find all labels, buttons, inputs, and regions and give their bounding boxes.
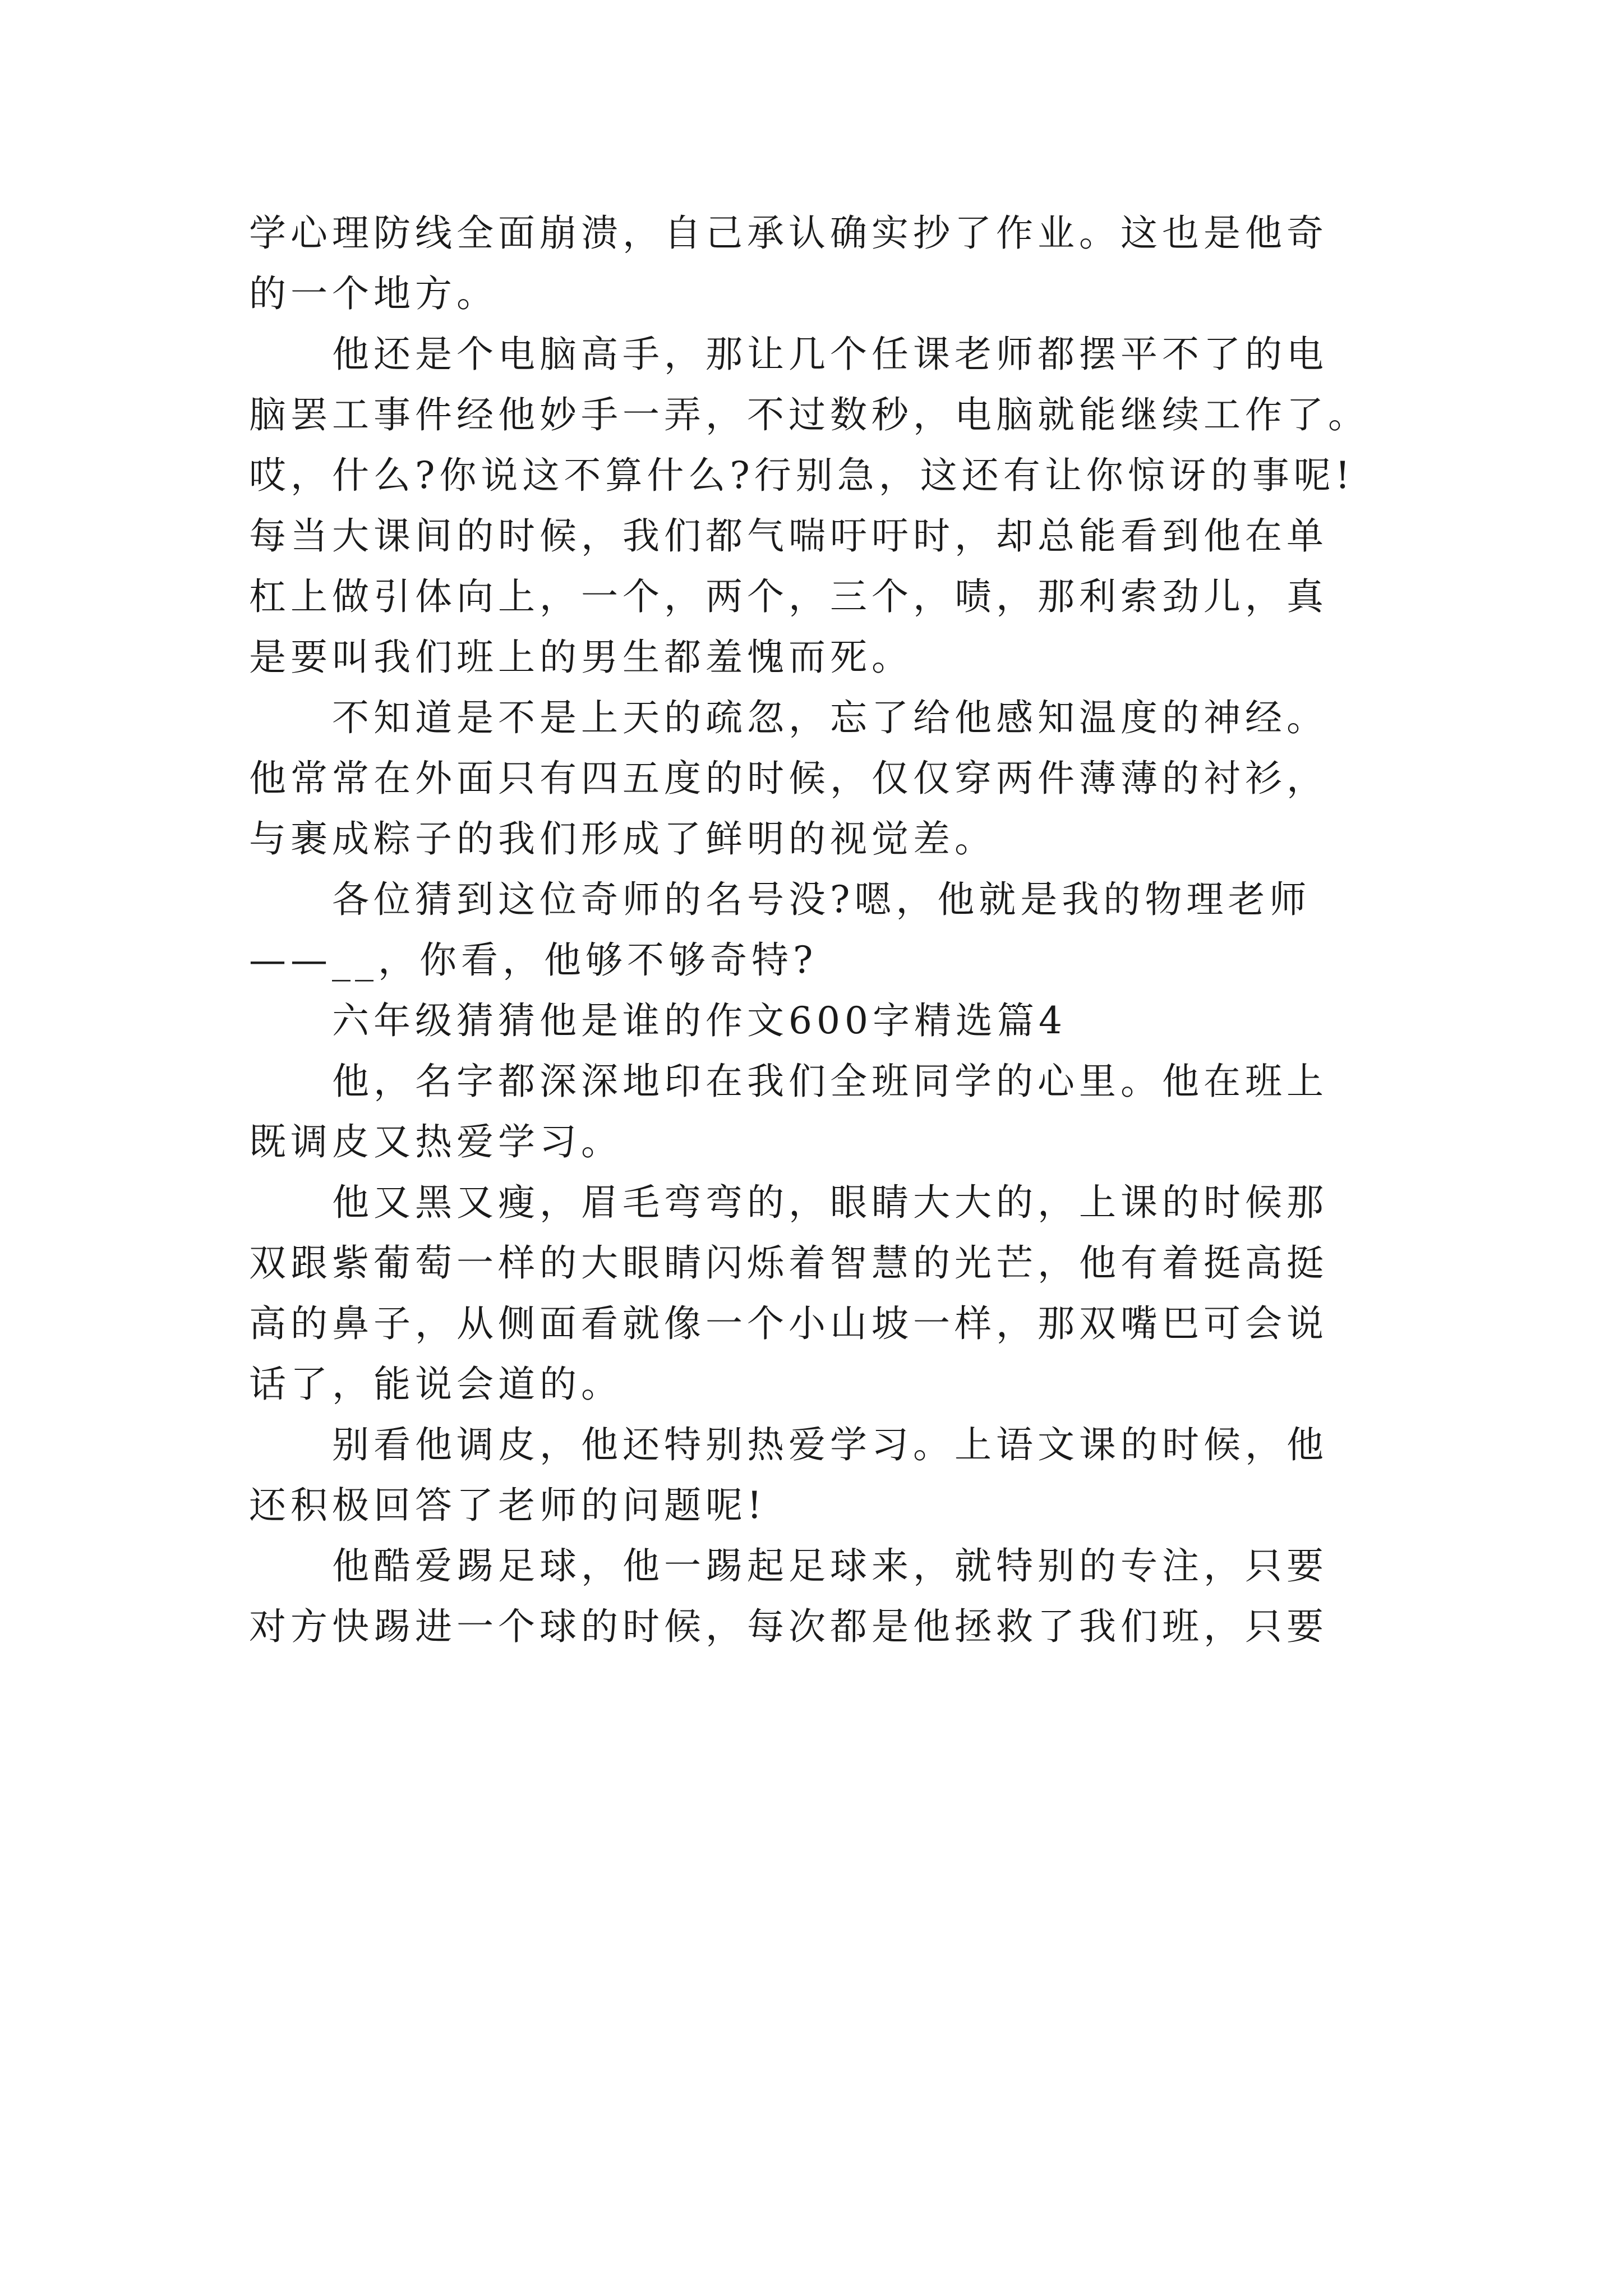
text-line: 他，名字都深深地印在我们全班同学的心里。他在班上 xyxy=(332,1060,1328,1103)
text-line: 每当大课间的时候，我们都气喘吁吁时，却总能看到他在单 xyxy=(249,514,1328,558)
text-line: 哎，什么?你说这不算什么?行别急，这还有让你惊讶的事呢! xyxy=(249,454,1355,497)
text-line: 不知道是不是上天的疏忽，忘了给他感知温度的神经。 xyxy=(332,696,1328,739)
text-line: 是要叫我们班上的男生都羞愧而死。 xyxy=(249,636,913,679)
text-line: 双跟紫葡萄一样的大眼睛闪烁着智慧的光芒，他有着挺高挺 xyxy=(249,1241,1328,1285)
text-line: 他酷爱踢足球，他一踢起足球来，就特别的专注，只要 xyxy=(332,1544,1328,1588)
text-line: 与裹成粽子的我们形成了鲜明的视觉差。 xyxy=(249,817,996,861)
section-heading: 六年级猜猜他是谁的作文600字精选篇4 xyxy=(332,999,1067,1042)
text-line: 学心理防线全面崩溃，自己承认确实抄了作业。这也是他奇 xyxy=(249,211,1328,255)
text-line: 对方快踢进一个球的时候，每次都是他拯救了我们班，只要 xyxy=(249,1605,1328,1648)
text-line: 他常常在外面只有四五度的时候，仅仅穿两件薄薄的衬衫， xyxy=(249,757,1328,800)
text-line: 高的鼻子，从侧面看就像一个小山坡一样，那双嘴巴可会说 xyxy=(249,1302,1328,1345)
text-line: 杠上做引体向上，一个，两个，三个，啧，那利索劲儿，真 xyxy=(249,575,1328,618)
text-line: 还积极回答了老师的问题呢! xyxy=(249,1484,767,1527)
text-line: 他又黑又瘦，眉毛弯弯的，眼睛大大的，上课的时候那 xyxy=(332,1181,1328,1224)
text-line: 他还是个电脑高手，那让几个任课老师都摆平不了的电 xyxy=(332,333,1328,376)
text-line: 既调皮又热爱学习。 xyxy=(249,1120,623,1163)
essay-text xyxy=(249,203,1399,1657)
text-line: 的一个地方。 xyxy=(249,272,498,315)
text-line: ——__，你看，他够不够奇特? xyxy=(249,938,818,982)
text-line: 各位猜到这位奇师的名号没?嗯，他就是我的物理老师 xyxy=(332,878,1311,921)
text-line: 脑罢工事件经他妙手一弄，不过数秒，电脑就能继续工作了。 xyxy=(249,393,1370,436)
text-line: 别看他调皮，他还特别热爱学习。上语文课的时候，他 xyxy=(332,1423,1328,1466)
text-line: 话了，能说会道的。 xyxy=(249,1363,623,1406)
